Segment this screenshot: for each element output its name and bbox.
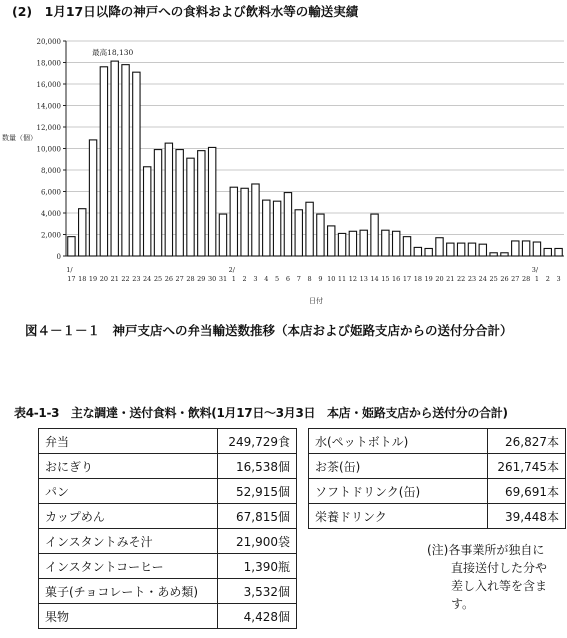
table-row: [309, 429, 566, 454]
bar: [165, 143, 172, 256]
x-tick-label: 4: [264, 275, 269, 283]
table-row: [39, 529, 297, 554]
footnote-line: 差し入れ等を含ま: [451, 579, 548, 593]
bar: [295, 210, 302, 256]
y-tick-label: 10,000: [36, 145, 61, 154]
bar: [176, 150, 183, 256]
bar: [100, 67, 107, 256]
x-tick-label: 25: [489, 275, 498, 283]
table-row: [309, 504, 566, 529]
x-tick-label: 3: [253, 275, 258, 283]
x-tick-label: 20: [99, 275, 109, 283]
y-axis-label: 数量（個）: [2, 134, 37, 142]
bar: [555, 248, 562, 256]
item-quantity: 69,691本: [488, 479, 566, 504]
x-tick-label: 1: [534, 275, 540, 283]
x-tick-label: 31: [218, 275, 228, 283]
x-tick-label: 19: [88, 275, 98, 283]
month-marker: 1/: [66, 266, 73, 274]
bar: [349, 231, 356, 256]
bar: [263, 200, 270, 256]
x-tick-label: 27: [511, 275, 520, 283]
x-tick-label: 22: [457, 275, 466, 283]
month-marker: 3/: [531, 266, 539, 274]
x-tick-label: 28: [521, 275, 531, 283]
x-tick-label: 2: [242, 275, 247, 283]
x-tick-label: 21: [446, 275, 455, 283]
x-tick-label: 11: [337, 275, 347, 283]
drink-table: [308, 428, 566, 529]
bar: [512, 241, 519, 256]
y-tick-label: 8,000: [40, 167, 61, 175]
bar: [371, 214, 378, 256]
bar: [360, 230, 367, 256]
bar: [414, 247, 421, 256]
item-quantity: 4,428個: [218, 604, 297, 629]
bar: [479, 244, 486, 256]
x-tick-label: 18: [413, 275, 422, 283]
y-tick-label: 12,000: [36, 124, 61, 132]
item-name: カップめん: [39, 504, 218, 529]
bar: [501, 253, 508, 256]
x-tick-label: 28: [186, 275, 195, 283]
table-row: [39, 554, 297, 579]
bar: [252, 184, 259, 256]
x-tick-label: 29: [197, 275, 206, 283]
item-quantity: 52,915個: [218, 479, 297, 504]
food-table: [38, 428, 297, 629]
x-tick-label: 13: [359, 275, 368, 283]
x-tick-label: 2: [545, 275, 550, 283]
bar: [328, 226, 335, 256]
bar: [133, 72, 140, 256]
y-tick-label: 20,000: [36, 38, 61, 46]
item-name: 弁当: [39, 429, 218, 454]
y-tick-label: 16,000: [36, 81, 61, 89]
x-tick-label: 17: [67, 275, 76, 283]
x-tick-label: 3: [556, 275, 561, 283]
table-row: [39, 479, 297, 504]
bar: [230, 187, 237, 256]
bar: [457, 243, 464, 256]
table-row: [39, 504, 297, 529]
x-axis-label: 日付: [309, 297, 323, 305]
bar: [468, 243, 475, 256]
item-name: 菓子(チョコレート・あめ類): [39, 579, 218, 604]
bar: [425, 248, 432, 256]
item-quantity: 1,390瓶: [218, 554, 297, 579]
item-name: 果物: [39, 604, 218, 629]
item-quantity: 16,538個: [218, 454, 297, 479]
table-row: [39, 604, 297, 629]
item-name: インスタントコーヒー: [39, 554, 218, 579]
x-tick-label: 19: [424, 275, 433, 283]
bar: [241, 188, 248, 256]
item-name: インスタントみそ汁: [39, 529, 218, 554]
bar: [79, 209, 86, 256]
x-tick-label: 24: [143, 275, 152, 283]
table-row: [309, 479, 566, 504]
bar: [522, 241, 529, 256]
item-quantity: 249,729食: [218, 429, 297, 454]
bar: [198, 151, 205, 256]
bar: [284, 193, 291, 256]
x-tick-label: 17: [402, 275, 412, 283]
bar: [317, 214, 324, 256]
x-tick-label: 12: [348, 275, 358, 283]
x-tick-label: 23: [467, 275, 477, 283]
x-tick-label: 20: [435, 275, 444, 283]
bar: [436, 238, 443, 256]
page-heading: (2) 1月17日以降の神戸への食料および飲料水等の輸送実績: [12, 4, 359, 19]
item-quantity: 3,532個: [218, 579, 297, 604]
item-name: お茶(缶): [309, 454, 488, 479]
footnote-line: 直接送付した分や: [451, 561, 548, 575]
bar: [68, 237, 75, 256]
figure-caption: 図４－１－１ 神戸支店への弁当輸送数推移（本店および姫路支店からの送付分合計）: [25, 323, 513, 338]
item-quantity: 21,900袋: [218, 529, 297, 554]
bar: [144, 167, 151, 256]
bar: [544, 248, 551, 256]
item-quantity: 261,745本: [488, 454, 566, 479]
y-tick-label: 6,000: [40, 188, 61, 197]
item-name: おにぎり: [39, 454, 218, 479]
bar: [490, 253, 497, 256]
bar: [208, 147, 215, 256]
y-tick-label: 18,000: [36, 59, 61, 68]
table-title: 表4-1-3 主な調達・送付食料・飲料(1月17日～3月3日 本店・姫路支店から送付分の合計): [14, 406, 508, 420]
bar: [306, 202, 313, 256]
month-marker: 2/: [228, 266, 235, 274]
x-tick-label: 5: [275, 275, 280, 283]
item-quantity: 67,815個: [218, 504, 297, 529]
x-tick-label: 25: [153, 275, 163, 283]
item-quantity: 26,827本: [488, 429, 566, 454]
x-tick-label: 21: [110, 275, 119, 283]
bar: [533, 242, 540, 256]
x-tick-label: 18: [78, 275, 87, 283]
y-tick-label: 14,000: [36, 102, 61, 111]
table-row: [39, 429, 297, 454]
x-tick-label: 30: [208, 275, 217, 283]
x-tick-label: 15: [381, 275, 390, 283]
bar: [403, 237, 410, 256]
y-tick-label: 4,000: [40, 210, 61, 218]
x-tick-label: 6: [285, 275, 291, 283]
bar: [219, 214, 226, 256]
x-tick-label: 16: [392, 275, 401, 283]
x-tick-label: 27: [175, 275, 184, 283]
x-tick-label: 26: [500, 275, 509, 283]
x-tick-label: 1: [231, 275, 236, 283]
x-tick-label: 8: [307, 275, 312, 283]
x-tick-label: 9: [318, 275, 323, 283]
x-tick-label: 26: [164, 275, 173, 283]
bar: [187, 158, 194, 256]
y-tick-label: 0: [56, 253, 61, 261]
bar: [382, 230, 389, 256]
bar: [154, 150, 161, 256]
item-quantity: 39,448本: [488, 504, 566, 529]
x-tick-label: 10: [327, 275, 336, 283]
bar: [393, 231, 400, 256]
bar: [89, 140, 96, 256]
bar: [111, 61, 118, 256]
bar: [338, 233, 345, 256]
x-tick-label: 7: [296, 275, 301, 283]
bar: [447, 243, 454, 256]
table-row: [39, 579, 297, 604]
footnote-line: す。: [451, 597, 475, 611]
table-row: [309, 454, 566, 479]
x-tick-label: 24: [478, 275, 487, 283]
footnote-line: (注)各事業所が独自に: [427, 543, 545, 557]
bar: [122, 65, 129, 256]
x-tick-label: 22: [121, 275, 130, 283]
item-name: パン: [39, 479, 218, 504]
footnote: [427, 541, 547, 613]
y-tick-label: 2,000: [40, 231, 61, 240]
max-annotation: 最高18,130: [92, 48, 134, 58]
table-row: [39, 454, 297, 479]
item-name: 水(ペットボトル): [309, 429, 488, 454]
x-tick-label: 23: [132, 275, 141, 283]
bar: [273, 201, 280, 256]
x-tick-label: 14: [370, 275, 379, 283]
item-name: 栄養ドリンク: [309, 504, 488, 529]
item-name: ソフトドリンク(缶): [309, 479, 488, 504]
